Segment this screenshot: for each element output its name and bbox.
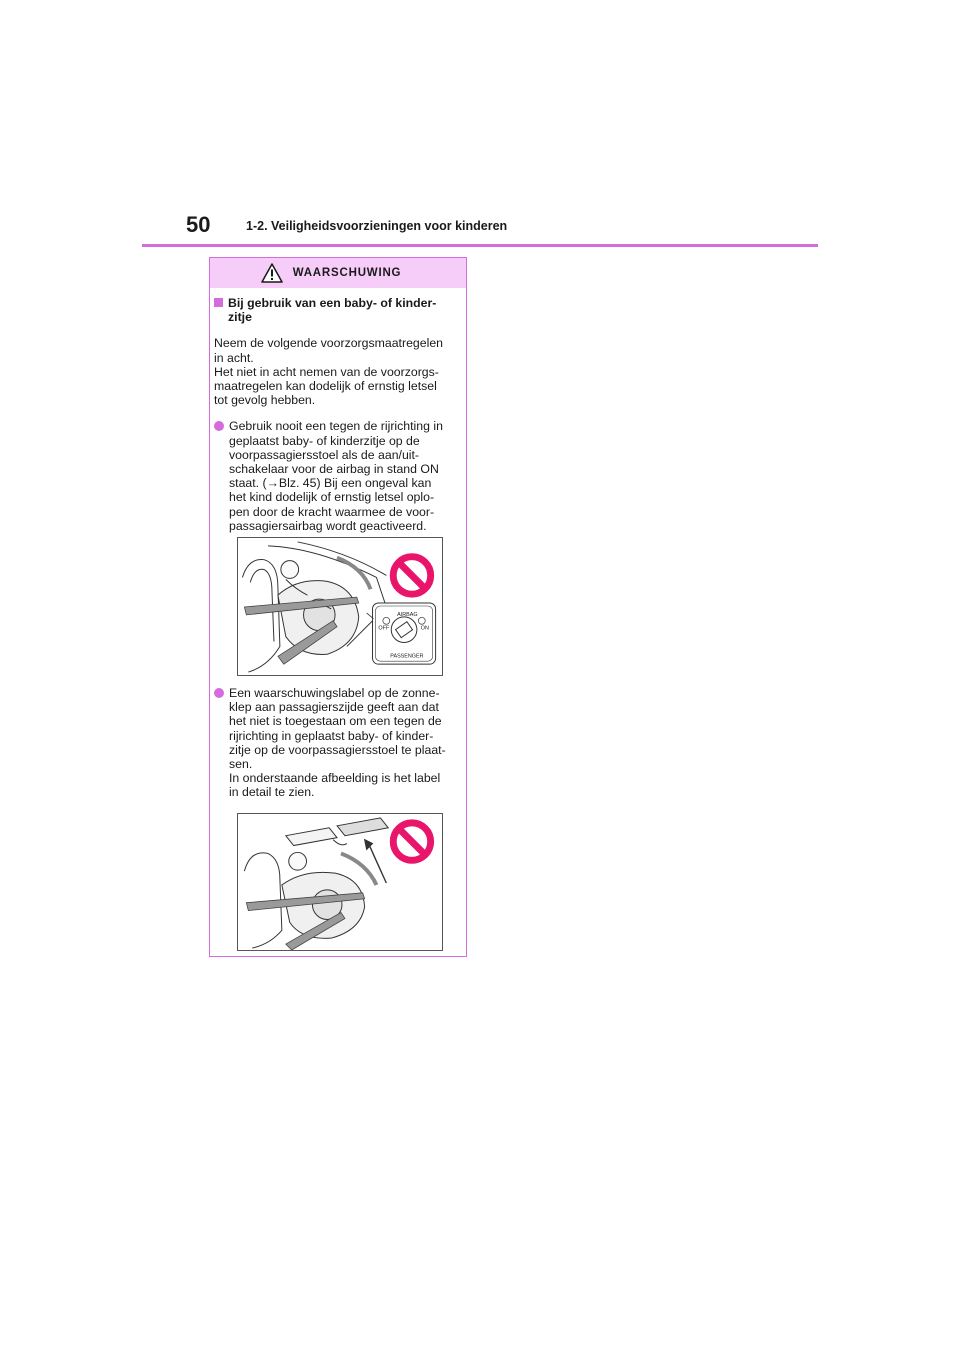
airbag-off-label: OFF bbox=[378, 625, 390, 632]
intro-paragraph: Neem de volgende voorzorgsmaatregelen in acht. Het niet in acht nemen van de voorzorgs- maatregelen kan dodelijk of ernstig letsel tot gevolg hebben. bbox=[214, 336, 443, 408]
airbag-top-label: AIRBAG bbox=[397, 611, 418, 618]
prohibition-icon bbox=[393, 557, 430, 594]
bullet-text: Een waarschuwingslabel op de zonne- klep aan passagierszijde geeft aan dat het niet is toegestaan om een tegen de rijrichting in geplaatst baby- of kinder- zitje op de voorpassagiersstoel te plaat- sen. In onderstaande afbeelding is het label in detail te zien. bbox=[229, 686, 446, 800]
warning-subheading bbox=[214, 296, 462, 324]
airbag-bottom-label: PASSENGER bbox=[390, 653, 424, 660]
warning-header bbox=[210, 258, 466, 288]
warning-title: WAARSCHUWING bbox=[292, 267, 402, 279]
section-title: 1-2. Veiligheidsvoorzieningen voor kinderen bbox=[246, 219, 508, 233]
subheading-text: Bij gebruik van een baby- of kinder- zitje bbox=[228, 296, 437, 325]
warning-box bbox=[209, 257, 467, 957]
prohibition-icon bbox=[393, 823, 430, 860]
header-rule bbox=[142, 244, 818, 247]
child-seat-drawing bbox=[238, 538, 442, 675]
bullet-dot-icon bbox=[214, 688, 224, 698]
airbag-on-label: ON bbox=[420, 625, 429, 632]
airbag-switch-inset bbox=[367, 603, 436, 664]
bullet-dot-icon bbox=[214, 421, 224, 431]
warning-content-2 bbox=[214, 686, 462, 800]
square-bullet-icon bbox=[214, 298, 223, 307]
bullet-item bbox=[214, 419, 462, 533]
bullet-item bbox=[214, 686, 462, 800]
child-seat-airbag-illustration bbox=[237, 537, 443, 676]
warning-triangle-icon bbox=[261, 263, 283, 283]
page-number: 50 bbox=[186, 212, 211, 237]
warning-content bbox=[214, 296, 462, 533]
bullet-text: Gebruik nooit een tegen de rijrichting in geplaatst baby- of kinderzitje op de voorpassagiersstoel als de aan/uit- schakelaar voor de airbag in stand ON staat. (→Blz. 45) Bij een ongeval kan het kind dodelijk of ernstig letsel oplo- pen door de kracht waarmee de voor- passagiersairbag wordt geactiveerd. bbox=[229, 419, 443, 533]
sun-visor-label-illustration bbox=[237, 813, 443, 951]
sun-visor-drawing bbox=[238, 814, 442, 950]
